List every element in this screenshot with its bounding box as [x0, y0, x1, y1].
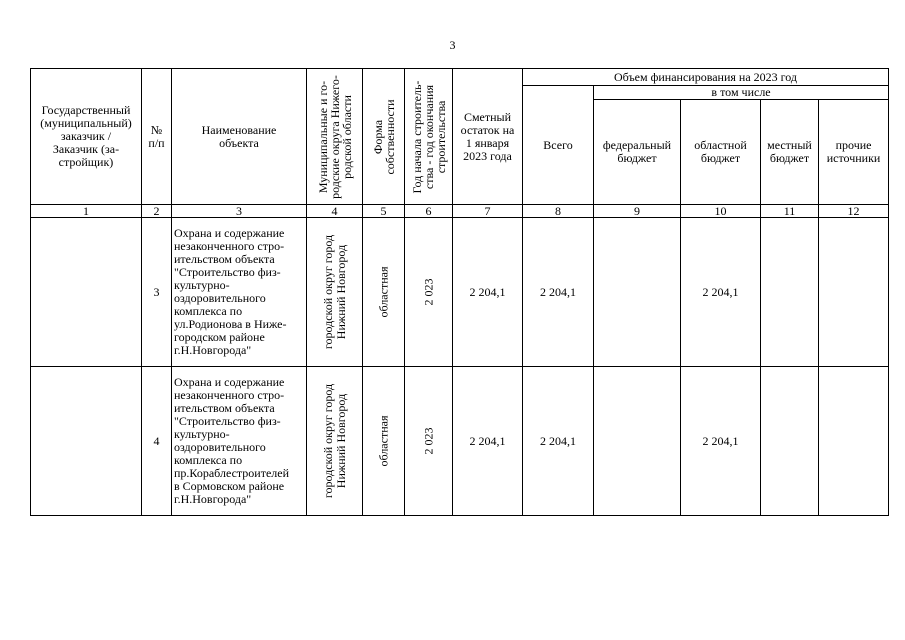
cell-local [761, 367, 819, 516]
page-number: 3 [449, 38, 456, 52]
cell-balance: 2 204,1 [453, 367, 523, 516]
column-number: 12 [819, 205, 889, 218]
header-ownership: Форма собственности [370, 98, 397, 175]
cell-object-name: Охрана и содержание незаконченного стро- ительством объекта "Строительство физ- культурно- оздоровительного комплекса по ул.Родионова в Ниже- городском районе г.Н.Новгорода" [172, 218, 307, 367]
column-number: 1 [31, 205, 142, 218]
table-row [31, 367, 889, 516]
cell-balance: 2 204,1 [453, 218, 523, 367]
header-num: № п/п [142, 69, 172, 205]
header-municipality-cell [307, 69, 363, 205]
cell-other [819, 367, 889, 516]
header-local: местный бюджет [761, 100, 819, 205]
header-municipality: Муниципальные и го- родские округа Нижего- родской области [315, 74, 354, 199]
header-years: Год начала строитель- ства - год окончания строительства [409, 80, 448, 193]
column-number: 3 [172, 205, 307, 218]
municipality-text: городской округ город Нижний Новгород [320, 383, 348, 499]
cell-municipality [307, 218, 363, 367]
column-number: 2 [142, 205, 172, 218]
header-object-name: Наименование объекта [172, 69, 307, 205]
header-years-cell [405, 69, 453, 205]
header-federal: федеральный бюджет [594, 100, 681, 205]
column-number: 9 [594, 205, 681, 218]
cell-federal [594, 218, 681, 367]
column-number: 5 [363, 205, 405, 218]
header-customer: Государственный (муниципальный) заказчик / Заказчик (за- стройщик) [31, 69, 142, 205]
column-number: 4 [307, 205, 363, 218]
column-number: 7 [453, 205, 523, 218]
column-number: 6 [405, 205, 453, 218]
years-text: 2 023 [421, 278, 435, 306]
header-row-1 [31, 69, 889, 86]
cell-regional: 2 204,1 [681, 218, 761, 367]
cell-customer [31, 218, 142, 367]
header-balance: Сметный остаток на 1 января 2023 года [453, 69, 523, 205]
cell-customer [31, 367, 142, 516]
column-number: 10 [681, 205, 761, 218]
cell-other [819, 218, 889, 367]
cell-num: 3 [142, 218, 172, 367]
cell-object-name: Охрана и содержание незаконченного стро- ительством объекта "Строительство физ- культурно- оздоровительного комплекса по пр.Кораблестроителей в Сормовском районе г.Н.Новгорода" [172, 367, 307, 516]
cell-municipality [307, 367, 363, 516]
column-number: 11 [761, 205, 819, 218]
header-ownership-cell [363, 69, 405, 205]
cell-ownership [363, 218, 405, 367]
table-row [31, 218, 889, 367]
header-other: прочие источники [819, 100, 889, 205]
header-including: в том числе [594, 86, 889, 100]
cell-total: 2 204,1 [523, 218, 594, 367]
cell-total: 2 204,1 [523, 367, 594, 516]
header-regional: областной бюджет [681, 100, 761, 205]
cell-years [405, 367, 453, 516]
financing-table [30, 68, 889, 516]
cell-ownership [363, 367, 405, 516]
header-total: Всего [523, 86, 594, 205]
years-text: 2 023 [421, 427, 435, 455]
header-funding: Объем финансирования на 2023 год [523, 69, 889, 86]
cell-local [761, 218, 819, 367]
municipality-text: городской округ город Нижний Новгород [320, 234, 348, 350]
cell-regional: 2 204,1 [681, 367, 761, 516]
ownership-text: областная [376, 415, 390, 467]
cell-federal [594, 367, 681, 516]
column-number: 8 [523, 205, 594, 218]
cell-num: 4 [142, 367, 172, 516]
ownership-text: областная [376, 266, 390, 318]
cell-years [405, 218, 453, 367]
column-number-row [31, 205, 889, 218]
